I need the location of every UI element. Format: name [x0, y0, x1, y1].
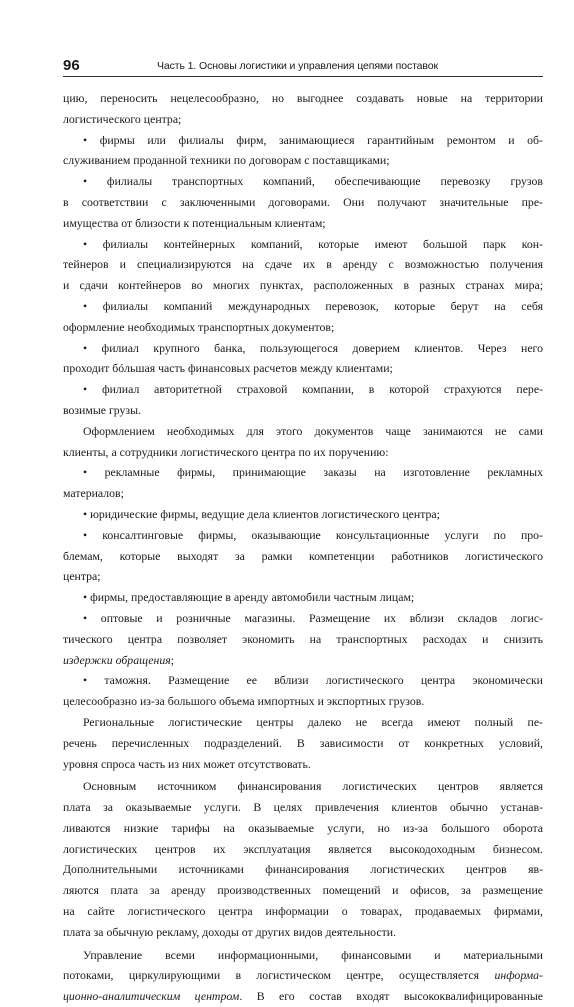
text-segment: • фирмы или филиалы фирм, занимающиеся гарантийным ремонтом и об- [83, 132, 543, 147]
text-line [63, 275, 543, 296]
text-line [63, 213, 543, 234]
text-line [63, 504, 543, 525]
text-segment: • филиалы контейнерных компаний, которые имеют большой парк кон- [83, 236, 543, 251]
text-segment: клиенты, а сотрудники логистического центра по их поручению: [63, 444, 389, 459]
text-line [63, 150, 543, 171]
text-segment: • филиал крупного банка, пользующегося доверием клиентов. Через него [83, 340, 543, 355]
text-segment: тического центра позволяет экономить на транспортных расходах и снизить [63, 631, 543, 646]
text-line [63, 234, 543, 255]
text-segment: потоками, циркулирующими в логистическом центре, осуществляется [63, 968, 495, 983]
text-line [63, 859, 543, 880]
text-line [63, 338, 543, 359]
text-line [63, 965, 543, 986]
text-line [63, 171, 543, 192]
text-line [63, 462, 543, 483]
text-line [63, 650, 543, 671]
body-text [63, 88, 543, 1007]
text-line [63, 880, 543, 901]
text-line [63, 525, 543, 546]
text-segment: • филиалы транспортных компаний, обеспечивающие перевозку грузов [83, 174, 543, 189]
text-line [63, 712, 543, 733]
text-line [63, 754, 543, 775]
text-segment: материалов; [63, 486, 124, 501]
text-segment: блемам, которые выходят за рамки компетенции работников логистического [63, 548, 543, 563]
text-line [63, 776, 543, 797]
text-segment: логистического центра; [63, 111, 182, 126]
text-segment: в соответствии с заключенными договорами. Они получают значительные пре- [63, 194, 543, 209]
text-line [63, 608, 543, 629]
text-line [63, 566, 543, 587]
text-line [63, 901, 543, 922]
text-line [63, 109, 543, 130]
text-line [63, 629, 543, 650]
text-line [63, 421, 543, 442]
text-segment: логистических центров их эксплуатация является высокодоходным бизнесом. [63, 841, 543, 856]
text-segment: • филиал авторитетной страховой компании, в которой страхуются пере- [83, 382, 543, 397]
text-segment: служиванием проданной техники по договорам с поставщиками; [63, 153, 390, 168]
text-line [63, 192, 543, 213]
text-line [63, 483, 543, 504]
text-segment: • консалтинговые фирмы, оказывающие консультационные услуги по про- [83, 527, 543, 542]
text-segment: • фирмы, предоставляющие в аренду автомобили частным лицам; [83, 590, 415, 605]
text-line [63, 818, 543, 839]
text-segment: Региональные логистические центры далеко не всегда имеют полный пе- [83, 714, 543, 729]
text-segment: • юридические фирмы, ведущие дела клиентов логистического центра; [83, 506, 440, 521]
italic-text: информа- [494, 968, 543, 983]
text-line [63, 839, 543, 860]
italic-text: издержки обращения [63, 652, 171, 667]
text-segment: проходит бóльшая часть финансовых расчетов между клиентами; [63, 361, 393, 376]
text-line [63, 296, 543, 317]
text-segment: центра; [63, 569, 101, 584]
text-segment: оформление необходимых транспортных документов; [63, 319, 335, 334]
running-title: Часть 1. Основы логистики и управления цепями поставок [157, 60, 439, 72]
text-segment: целесообразно из-за большого объема импортных и экспортных грузов. [63, 694, 425, 709]
text-segment: на сайте логистического центра информации о товарах, продаваемых фирмами, [63, 904, 543, 919]
text-segment: ливаются низкие тарифы на оказываемые услуги, но из-за большого оборота [63, 820, 543, 835]
text-segment: • оптовые и розничные магазины. Размещение их вблизи складов логис- [83, 610, 543, 625]
text-line [63, 733, 543, 754]
text-line [63, 88, 543, 109]
text-line [63, 400, 543, 421]
text-segment: цию, переносить нецелесообразно, но выгоднее создавать новые на территории [63, 91, 543, 105]
text-line [63, 358, 543, 379]
text-line [63, 986, 543, 1007]
text-segment: • таможня. Размещение ее вблизи логистического центра экономически [83, 673, 543, 688]
text-line [63, 254, 543, 275]
page-number: 96 [63, 57, 80, 74]
text-line [63, 922, 543, 943]
text-segment: плата за обычную рекламу, доходы от других видов деятельности. [63, 924, 397, 939]
text-segment: возимые грузы. [63, 402, 141, 417]
text-line [63, 546, 543, 567]
text-segment: Дополнительными источниками финансирования логистических центров яв- [63, 862, 543, 877]
text-segment: . В его состав входят высококвалифицированные [239, 989, 543, 1004]
text-line [63, 130, 543, 151]
text-segment: ; [170, 652, 175, 667]
text-line [63, 442, 543, 463]
text-segment: тейнеров и специализируются на сдаче их в аренду с возможностью получения [63, 257, 543, 272]
text-segment: • рекламные фирмы, принимающие заказы на изготовление рекламных [83, 465, 543, 480]
text-line [63, 317, 543, 338]
text-line [63, 797, 543, 818]
text-line [63, 379, 543, 400]
text-segment: имущества от близости к потенциальным клиентам; [63, 215, 326, 230]
text-line [63, 587, 543, 608]
text-segment: речень перечисленных подразделений. В зависимости от конкретных условий, [63, 735, 543, 750]
text-segment: уровня спроса часть из них может отсутствовать. [63, 756, 311, 771]
text-segment: Оформлением необходимых для этого документов чаще занимаются не сами [83, 423, 543, 438]
text-line [63, 945, 543, 966]
text-segment: ляются плата за аренду производственных помещений и офисов, за размещение [63, 883, 543, 898]
text-segment: Основным источником финансирования логистических центров является [83, 779, 543, 794]
text-segment: плата за оказываемые услуги. В целях привлечения клиентов обычно устанав- [63, 800, 543, 815]
text-segment: Управление всеми информационными, финансовыми и материальными [83, 947, 543, 962]
italic-text: ционно-аналитическим центром [63, 989, 240, 1004]
text-segment: и сдачи контейнеров во многих пунктах, расположенных в разных странах мира; [63, 278, 543, 293]
text-segment: • филиалы компаний международных перевозок, которые берут на себя [83, 298, 543, 313]
page-header [63, 50, 543, 77]
text-line [63, 691, 543, 712]
text-line [63, 670, 543, 691]
